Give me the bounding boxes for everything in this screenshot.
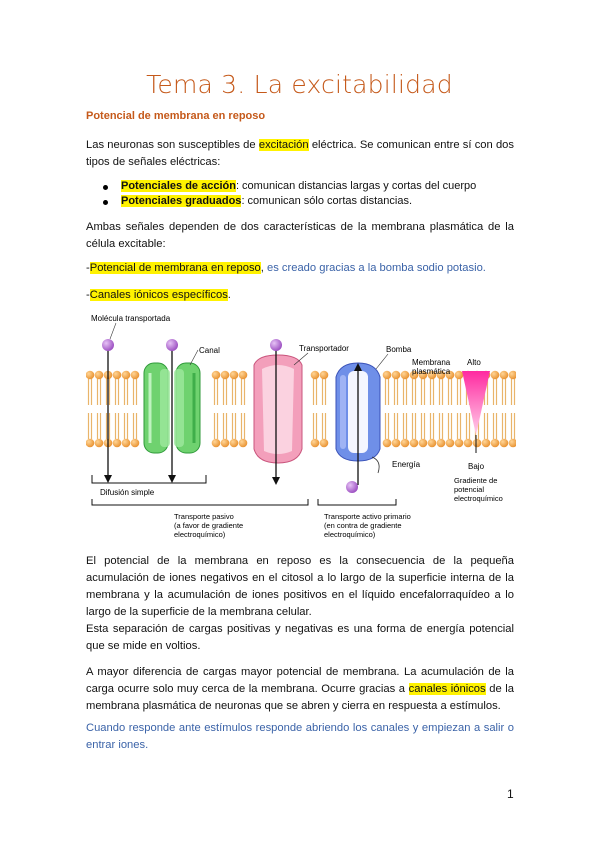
label-gradiente-3: electroquímico [454, 494, 503, 503]
highlight-excitacion: excitación [258, 139, 309, 151]
lipid-head [122, 439, 131, 448]
lipid-head [500, 371, 509, 380]
stimulus-note: Cuando responde ante estímulos responde abriendo los canales y empiezan a salir o entrar iones. [86, 722, 514, 751]
label-energia: Energía [392, 460, 421, 469]
lipid-head [482, 439, 491, 448]
label-membrana: Membrana [412, 358, 451, 367]
item-canales-ionicos [86, 287, 514, 304]
label-activo-2: (en contra de gradiente [324, 521, 402, 530]
lipid-head [419, 439, 428, 448]
lipid-head [320, 439, 329, 448]
resting-potential-paragraph: El potencial de la membrana en reposo es la consecuencia de la pequeña acumulación de iones negativos en el citosol a lo largo de la superficie interna de la membrana y la acumulación de iones positivos en el líquido encefalorraquídeo a lo largo de la superficie de la membrana celular. [86, 555, 514, 618]
membrane-transport-diagram [86, 303, 516, 548]
highlight-canales-especificos: Canales iónicos específicos [89, 289, 228, 301]
lipid-head [392, 439, 401, 448]
transporter-protein [254, 355, 302, 463]
list-item [103, 179, 476, 194]
highlight-potenciales-graduados: Potenciales graduados [121, 195, 242, 207]
item-potencial-reposo [86, 260, 514, 277]
leader-line [376, 354, 388, 369]
brace-activo [318, 499, 396, 505]
lipid-head [410, 439, 419, 448]
label-alto: Alto [467, 358, 481, 367]
lipid-head [122, 371, 131, 380]
lipid-head [320, 371, 329, 380]
label-difusion: Difusión simple [100, 488, 155, 497]
lipid-head [509, 439, 516, 448]
bomba-note: es creado gracias a la bomba sodio potasio. [266, 262, 486, 274]
lipid-head [401, 371, 410, 380]
label-transportador: Transportador [299, 344, 349, 353]
lipid-head [239, 371, 248, 380]
molecule-icon [102, 339, 114, 351]
lipid-head [113, 439, 122, 448]
molecule-icon [346, 481, 358, 493]
lipid-head [221, 439, 230, 448]
highlight-potencial-reposo: Potencial de membrana en reposo [89, 262, 261, 274]
lipid-head [455, 439, 464, 448]
channel-arrowhead [168, 475, 176, 483]
period: . [227, 289, 231, 301]
energy-arrow [372, 457, 379, 473]
lipid-head [230, 439, 239, 448]
lipid-head [239, 439, 248, 448]
lipid-head [428, 439, 437, 448]
lipid-head [212, 439, 221, 448]
p5-text-b: de la membrana plasmática de neuronas que se abren y cierra en respuesta a estímulos. [86, 683, 514, 712]
p5-text-a: A mayor diferencia de cargas mayor potencial de membrana. La acumulación de la carga ocurre solo muy cerca de la membrana. Ocurre gracias a [86, 666, 514, 695]
intro-paragraph [86, 137, 514, 171]
highlight-canales-ionicos: canales iónicos [408, 683, 486, 695]
lipid-head [95, 371, 104, 380]
section-heading: Potencial de membrana en reposo [86, 110, 266, 122]
lipid-head [86, 371, 94, 380]
leader-line [110, 323, 116, 339]
lipid-head [212, 371, 221, 380]
dependence-paragraph: Ambas señales dependen de dos características de la membrana plasmática de la célula excitable: [86, 221, 514, 250]
lipid-head [311, 439, 320, 448]
label-gradiente-1: Gradiente de [454, 476, 498, 485]
lipid-head [392, 371, 401, 380]
dash: - [86, 289, 90, 301]
lipid-head [95, 439, 104, 448]
lipid-head [455, 371, 464, 380]
molecule-icon [166, 339, 178, 351]
list-item-text: : comunican distancias largas y cortas del cuerpo [235, 180, 477, 192]
lipid-head [401, 439, 410, 448]
highlight-potenciales-accion: Potenciales de acción [121, 180, 236, 192]
label-pasivo-2: (a favor de gradiente [174, 521, 244, 530]
lipid-head [509, 371, 516, 380]
membrane-potential-paragraph [86, 664, 514, 715]
lipid-head [131, 371, 140, 380]
label-activo-1: Transporte activo primario [324, 512, 411, 521]
lipid-head [446, 439, 455, 448]
lipid-head [473, 439, 482, 448]
lipid-head [437, 439, 446, 448]
lipid-head [500, 439, 509, 448]
lipid-head [491, 371, 500, 380]
label-canal: Canal [199, 346, 220, 355]
list-item-text: : comunican sólo cortas distancias. [241, 195, 413, 207]
page-title: Tema 3. La excitabilidad [146, 70, 453, 99]
diffusion-arrowhead [104, 475, 112, 483]
lipid-head [131, 439, 140, 448]
brace-pasivo [92, 499, 308, 505]
label-gradiente-2: potencial [454, 485, 485, 494]
lipid-head [383, 371, 392, 380]
label-bajo: Bajo [468, 462, 485, 471]
label-molecula: Molécula transportada [91, 314, 171, 323]
lipid-head [383, 439, 392, 448]
label-pasivo-3: electroquímico) [174, 530, 226, 539]
label-pasivo-1: Transporte pasivo [174, 512, 234, 521]
intro-text-a: Las neuronas son susceptibles de [86, 139, 259, 151]
molecule-icon [270, 339, 282, 351]
page-number: 1 [507, 787, 514, 801]
transporter-arrowhead [272, 477, 280, 485]
signal-types-list [103, 179, 476, 209]
lipid-head [221, 371, 230, 380]
dash: - [86, 262, 90, 274]
lipid-head [113, 371, 122, 380]
lipid-head [464, 439, 473, 448]
separator: , [260, 262, 267, 274]
intro-text-b: eléctrica. Se comunican entre sí con dos tipos de señales eléctricas: [86, 139, 514, 168]
leader-line [190, 350, 198, 365]
lipid-head [491, 439, 500, 448]
list-item [103, 194, 476, 209]
label-bomba: Bomba [386, 345, 412, 354]
label-plasmatica: plasmática [412, 367, 451, 376]
charge-separation-paragraph: Esta separación de cargas positivas y negativas es una forma de energía potencial que se mide en voltios. [86, 623, 514, 652]
lipid-head [230, 371, 239, 380]
lipid-head [86, 439, 94, 448]
label-activo-3: electroquímico) [324, 530, 376, 539]
lipid-head [311, 371, 320, 380]
